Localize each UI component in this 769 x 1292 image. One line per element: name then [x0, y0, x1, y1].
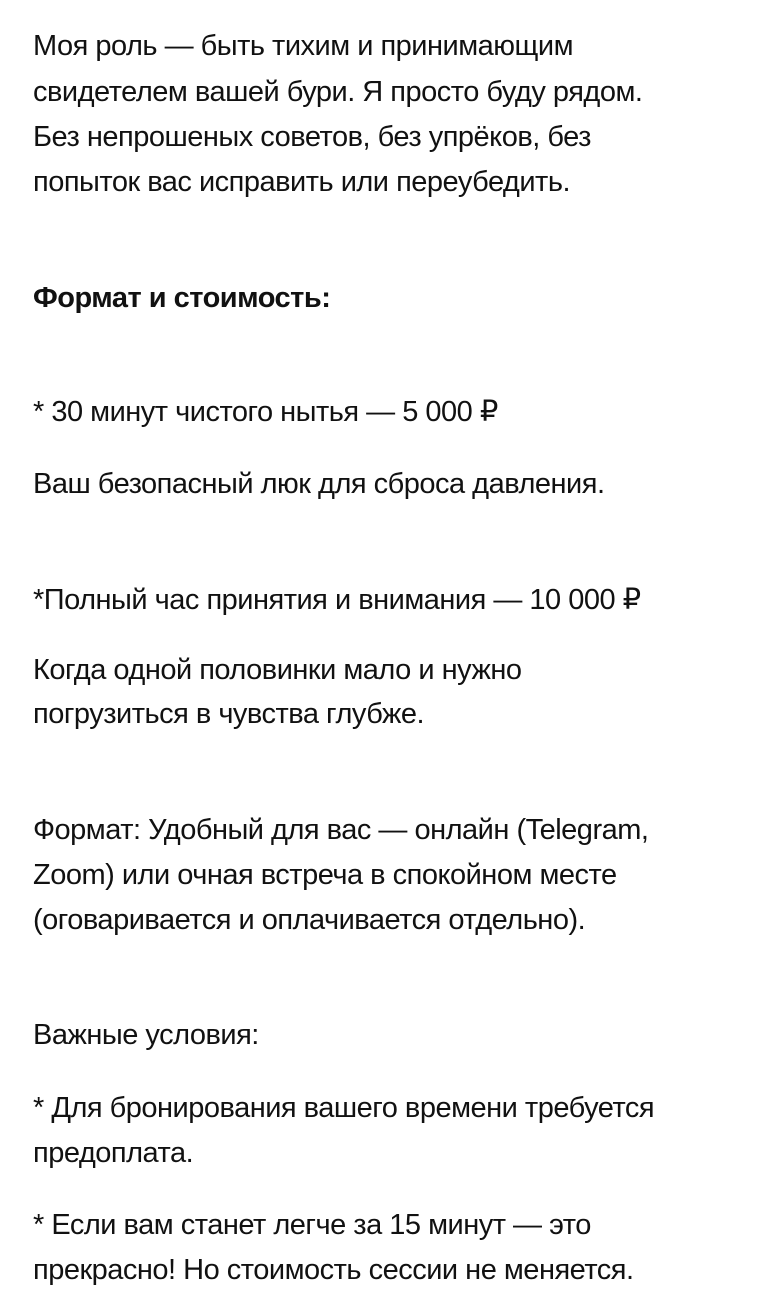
option-2-title: *Полный час принятия и внимания — 10 000 ₽	[33, 584, 641, 616]
intro-line: свидетелем вашей бури. Я просто буду рядом.	[33, 76, 643, 108]
condition-2: прекрасно! Но стоимость сессии не меняется.	[33, 1254, 634, 1286]
condition-2: * Если вам станет легче за 15 минут — это	[33, 1209, 591, 1241]
format-heading: Формат и стоимость:	[33, 282, 331, 314]
format-note: Zoom) или очная встреча в спокойном месте	[33, 859, 617, 891]
format-note: Формат: Удобный для вас — онлайн (Telegram,	[33, 814, 649, 846]
option-1-title: * 30 минут чистого нытья — 5 000 ₽	[33, 396, 498, 428]
option-1-description: Ваш безопасный люк для сброса давления.	[33, 468, 605, 500]
intro-line: Без непрошеных советов, без упрёков, без	[33, 121, 591, 153]
option-2-description: Когда одной половинки мало и нужно	[33, 654, 522, 686]
format-note: (оговаривается и оплачивается отдельно).	[33, 904, 586, 936]
conditions-heading: Важные условия:	[33, 1019, 259, 1051]
intro-line: Моя роль — быть тихим и принимающим	[33, 30, 574, 62]
condition-1: предоплата.	[33, 1137, 194, 1169]
option-2-description: погрузиться в чувства глубже.	[33, 698, 425, 730]
intro-line: попыток вас исправить или переубедить.	[33, 166, 570, 198]
condition-1: * Для бронирования вашего времени требуется	[33, 1092, 655, 1124]
